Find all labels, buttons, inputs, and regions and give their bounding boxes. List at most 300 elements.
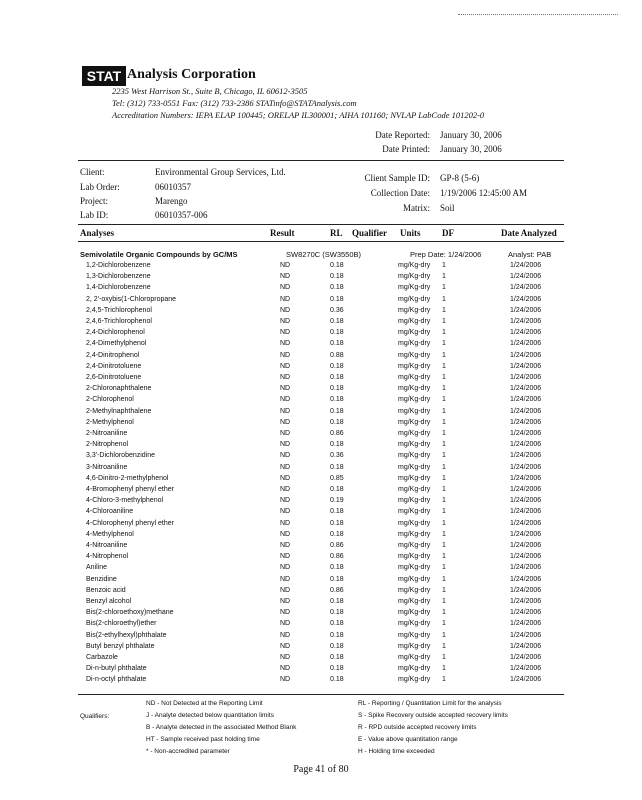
table-row (0, 452, 642, 464)
result-value: ND (280, 530, 291, 538)
date-analyzed-value: 1/24/2006 (510, 486, 542, 493)
qualifier-r: R - RPD outside accepted recovery limits (358, 724, 477, 731)
result-value: ND (280, 676, 291, 684)
date-analyzed-value: 1/24/2006 (510, 586, 542, 594)
units-value: mg/Kg-dry (398, 542, 431, 549)
company-name: Analysis Corporation (127, 67, 256, 82)
table-row (0, 340, 642, 352)
section-analyst: Analyst: PAB (508, 250, 552, 259)
units-value: mg/Kg-dry (398, 642, 431, 650)
units-value: mg/Kg-dry (398, 295, 431, 303)
analyte-name: 4-Methylphenol (86, 530, 134, 538)
result-value: ND (280, 441, 291, 449)
table-row (0, 352, 642, 364)
units-value: mg/Kg-dry (398, 519, 431, 527)
company-contact: Tel: (312) 733-0551 Fax: (312) 733-2386 STATinfo@STATAnalysis.com (112, 98, 357, 108)
df-value: 1 (442, 486, 446, 493)
qualifier-b: B - Analyte detected in the associated Method Blank (146, 724, 297, 731)
date-analyzed-value: 1/24/2006 (510, 542, 542, 549)
table-row (0, 307, 642, 319)
result-value: ND (280, 642, 291, 650)
table-row (0, 385, 642, 397)
date-analyzed-value: 1/24/2006 (510, 631, 542, 639)
rl-value: 0.36 (330, 306, 344, 314)
date-reported-value: January 30, 2006 (440, 130, 502, 140)
result-value: ND (280, 665, 291, 673)
company-address: 2235 West Harrison St., Suite B, Chicago, IL 60612-3505 (112, 86, 308, 96)
analyte-name: Bis(2-ethylhexyl)phthalate (86, 631, 167, 639)
table-row (0, 508, 642, 520)
accreditation-numbers: Accreditation Numbers: IEPA ELAP 100445; ORELAP IL300001; AIHA 101160; NVLAP LabCode 101202-0 (112, 110, 485, 120)
date-analyzed-value: 1/24/2006 (510, 665, 542, 673)
analyte-name: 4-Chloro-3-methylphenol (86, 497, 164, 505)
df-value: 1 (442, 519, 446, 527)
qualifier-h: H - Holding time exceeded (358, 748, 435, 755)
rl-value: 0.18 (330, 642, 344, 650)
table-row (0, 643, 642, 655)
df-value: 1 (442, 474, 446, 482)
date-printed-label: Date Printed: (382, 144, 430, 154)
analyte-name: 2,4-Dichlorophenol (86, 329, 145, 337)
df-value: 1 (442, 676, 446, 684)
section-title: Semivolatile Organic Compounds by GC/MS (80, 250, 238, 259)
table-row (0, 408, 642, 420)
df-value: 1 (442, 374, 446, 381)
df-value: 1 (442, 497, 446, 505)
date-analyzed-value: 1/24/2006 (510, 497, 542, 505)
units-value: mg/Kg-dry (398, 441, 431, 449)
rl-value: 0.86 (330, 586, 344, 594)
result-value: ND (280, 564, 291, 572)
table-row (0, 318, 642, 330)
table-row (0, 598, 642, 610)
df-value: 1 (442, 609, 446, 617)
rl-value: 0.18 (330, 441, 344, 449)
df-value: 1 (442, 273, 446, 281)
project-value: Marengo (155, 196, 188, 206)
df-value: 1 (442, 542, 446, 549)
df-value: 1 (442, 306, 446, 314)
date-analyzed-value: 1/24/2006 (510, 620, 542, 628)
rl-value: 0.18 (330, 284, 344, 292)
result-value: ND (280, 262, 291, 269)
result-value: ND (280, 374, 291, 381)
rl-value: 0.18 (330, 295, 344, 303)
table-row (0, 396, 642, 408)
rl-value: 0.19 (330, 497, 344, 505)
df-value: 1 (442, 362, 446, 370)
df-value: 1 (442, 385, 446, 393)
qualifier-ht: HT - Sample received past holding time (146, 736, 260, 743)
df-value: 1 (442, 586, 446, 594)
units-value: mg/Kg-dry (398, 575, 431, 583)
table-row (0, 363, 642, 375)
result-value: ND (280, 407, 291, 415)
analyte-name: 2,4,6-Trichlorophenol (86, 318, 152, 325)
units-value: mg/Kg-dry (398, 497, 431, 505)
analyte-name: 4-Nitrophenol (86, 553, 129, 561)
analyte-name: Aniline (86, 564, 108, 572)
page-number: Page 41 of 80 (293, 764, 349, 775)
units-value: mg/Kg-dry (398, 306, 431, 314)
lab-order-label: Lab Order: (80, 182, 120, 192)
table-row (0, 632, 642, 644)
date-analyzed-value: 1/24/2006 (510, 463, 542, 471)
table-row (0, 609, 642, 621)
units-value: mg/Kg-dry (398, 486, 431, 493)
units-value: mg/Kg-dry (398, 374, 431, 381)
date-analyzed-value: 1/24/2006 (510, 418, 542, 426)
rl-value: 0.18 (330, 374, 344, 381)
analyte-name: 2-Nitroaniline (86, 430, 128, 437)
date-analyzed-value: 1/24/2006 (510, 318, 542, 325)
analyte-name: 2,6-Dinitrotoluene (86, 374, 142, 381)
df-value: 1 (442, 284, 446, 292)
date-analyzed-value: 1/24/2006 (510, 306, 542, 314)
rl-value: 0.85 (330, 474, 344, 482)
df-value: 1 (442, 340, 446, 348)
units-value: mg/Kg-dry (398, 284, 431, 292)
col-qualifier: Qualifier (352, 228, 387, 238)
units-value: mg/Kg-dry (398, 385, 431, 393)
units-value: mg/Kg-dry (398, 262, 431, 269)
date-analyzed-value: 1/24/2006 (510, 329, 542, 337)
table-row (0, 441, 642, 453)
result-value: ND (280, 306, 291, 314)
rl-value: 0.18 (330, 530, 344, 538)
divider-table-top (78, 224, 564, 225)
result-value: ND (280, 273, 291, 281)
date-analyzed-value: 1/24/2006 (510, 407, 542, 415)
analyte-name: Butyl benzyl phthalate (86, 642, 155, 650)
table-row (0, 676, 642, 688)
rl-value: 0.18 (330, 598, 344, 605)
rl-value: 0.18 (330, 631, 344, 639)
rl-value: 0.18 (330, 463, 344, 471)
qualifier-j: J - Analyte detected below quantitation limits (146, 712, 274, 719)
rl-value: 0.18 (330, 609, 344, 617)
units-value: mg/Kg-dry (398, 654, 431, 661)
result-value: ND (280, 340, 291, 348)
table-row (0, 587, 642, 599)
result-value: ND (280, 620, 291, 628)
qualifier-star: * - Non-accredited parameter (146, 748, 230, 755)
analyte-name: Di-n-butyl phthalate (86, 665, 147, 673)
result-value: ND (280, 329, 291, 337)
result-value: ND (280, 396, 291, 404)
date-printed-value: January 30, 2006 (440, 144, 502, 154)
analyte-name: 2-Chloronaphthalene (86, 385, 152, 393)
analyte-name: 1,3-Dichlorobenzene (86, 273, 151, 281)
rl-value: 0.18 (330, 362, 344, 370)
result-value: ND (280, 385, 291, 393)
date-analyzed-value: 1/24/2006 (510, 508, 542, 516)
analyte-name: 2-Chlorophenol (86, 396, 134, 404)
matrix-value: Soil (440, 203, 455, 213)
table-row (0, 531, 642, 543)
date-analyzed-value: 1/24/2006 (510, 362, 542, 370)
result-value: ND (280, 486, 291, 493)
collection-date-label: Collection Date: (370, 188, 430, 198)
units-value: mg/Kg-dry (398, 362, 431, 370)
date-analyzed-value: 1/24/2006 (510, 519, 542, 527)
qualifier-s: S - Spike Recovery outside accepted recovery limits (358, 712, 508, 719)
result-value: ND (280, 519, 291, 527)
client-value: Environmental Group Services, Ltd. (155, 167, 286, 177)
units-value: mg/Kg-dry (398, 351, 431, 359)
matrix-label: Matrix: (403, 203, 430, 213)
stat-logo: STAT (82, 66, 126, 86)
rl-value: 0.18 (330, 318, 344, 325)
result-value: ND (280, 430, 291, 437)
units-value: mg/Kg-dry (398, 329, 431, 337)
col-date-analyzed: Date Analyzed (501, 228, 557, 238)
table-row (0, 553, 642, 565)
units-value: mg/Kg-dry (398, 609, 431, 617)
rl-value: 0.18 (330, 564, 344, 572)
df-value: 1 (442, 295, 446, 303)
df-value: 1 (442, 654, 446, 661)
df-value: 1 (442, 508, 446, 516)
result-value: ND (280, 575, 291, 583)
units-value: mg/Kg-dry (398, 676, 431, 684)
analyte-name: 4-Chlorophenyl phenyl ether (86, 519, 174, 527)
table-row (0, 419, 642, 431)
col-rl: RL (330, 228, 343, 238)
rl-value: 0.18 (330, 340, 344, 348)
table-row (0, 464, 642, 476)
df-value: 1 (442, 463, 446, 471)
analyte-name: 2,4-Dimethylphenol (86, 340, 147, 348)
rl-value: 0.18 (330, 519, 344, 527)
scan-artifact-dots (458, 14, 618, 15)
rl-value: 0.88 (330, 351, 344, 359)
date-analyzed-value: 1/24/2006 (510, 385, 542, 393)
table-row (0, 620, 642, 632)
df-value: 1 (442, 452, 446, 460)
date-analyzed-value: 1/24/2006 (510, 654, 542, 661)
date-analyzed-value: 1/24/2006 (510, 295, 542, 303)
result-value: ND (280, 418, 291, 426)
analyte-name: 3,3'-Dichlorobenzidine (86, 452, 156, 460)
analyte-name: 2-Methylnaphthalene (86, 407, 152, 415)
rl-value: 0.18 (330, 575, 344, 583)
analyte-name: 2,4-Dinitrophenol (86, 351, 140, 359)
units-value: mg/Kg-dry (398, 273, 431, 281)
date-analyzed-value: 1/24/2006 (510, 564, 542, 572)
rl-value: 0.18 (330, 665, 344, 673)
df-value: 1 (442, 642, 446, 650)
units-value: mg/Kg-dry (398, 318, 431, 325)
date-analyzed-value: 1/24/2006 (510, 374, 542, 381)
analyte-name: 4,6-Dinitro-2-methylphenol (86, 474, 169, 482)
rl-value: 0.18 (330, 654, 344, 661)
units-value: mg/Kg-dry (398, 508, 431, 516)
table-row (0, 576, 642, 588)
df-value: 1 (442, 631, 446, 639)
analyte-name: 2-Nitrophenol (86, 441, 129, 449)
result-value: ND (280, 609, 291, 617)
units-value: mg/Kg-dry (398, 396, 431, 404)
table-row (0, 374, 642, 386)
lab-id-value: 06010357-006 (155, 210, 208, 220)
units-value: mg/Kg-dry (398, 340, 431, 348)
result-value: ND (280, 362, 291, 370)
analyte-name: 4-Chloroaniline (86, 508, 134, 516)
units-value: mg/Kg-dry (398, 598, 431, 605)
df-value: 1 (442, 620, 446, 628)
rl-value: 0.18 (330, 385, 344, 393)
analyte-name: 1,4-Dichlorobenzene (86, 284, 151, 292)
units-value: mg/Kg-dry (398, 665, 431, 673)
rl-value: 0.18 (330, 620, 344, 628)
df-value: 1 (442, 598, 446, 605)
date-analyzed-value: 1/24/2006 (510, 262, 542, 269)
rl-value: 0.18 (330, 273, 344, 281)
rl-value: 0.36 (330, 452, 344, 460)
df-value: 1 (442, 553, 446, 561)
qualifiers-label: Qualifiers: (80, 713, 110, 720)
table-row (0, 430, 642, 442)
sample-id-value: GP-8 (5-6) (440, 173, 480, 183)
table-row (0, 284, 642, 296)
table-row (0, 520, 642, 532)
df-value: 1 (442, 262, 446, 269)
units-value: mg/Kg-dry (398, 474, 431, 482)
divider-header-bottom (78, 241, 564, 242)
units-value: mg/Kg-dry (398, 620, 431, 628)
date-analyzed-value: 1/24/2006 (510, 598, 542, 605)
date-analyzed-value: 1/24/2006 (510, 430, 542, 437)
lab-order-value: 06010357 (155, 182, 191, 192)
analyte-name: 2,4,5-Trichlorophenol (86, 306, 152, 314)
df-value: 1 (442, 329, 446, 337)
result-value: ND (280, 631, 291, 639)
result-value: ND (280, 654, 291, 661)
date-analyzed-value: 1/24/2006 (510, 452, 542, 460)
result-value: ND (280, 463, 291, 471)
analyte-name: Carbazole (86, 654, 118, 661)
units-value: mg/Kg-dry (398, 452, 431, 460)
analyte-name: 4-Nitroaniline (86, 542, 128, 549)
result-value: ND (280, 284, 291, 292)
client-label: Client: (80, 167, 105, 177)
rl-value: 0.18 (330, 396, 344, 404)
df-value: 1 (442, 530, 446, 538)
analyte-name: 2,4-Dinitrotoluene (86, 362, 142, 370)
df-value: 1 (442, 564, 446, 572)
rl-value: 0.18 (330, 418, 344, 426)
date-analyzed-value: 1/24/2006 (510, 575, 542, 583)
col-analyses: Analyses (80, 228, 115, 238)
table-row (0, 564, 642, 576)
rl-value: 0.86 (330, 542, 344, 549)
rl-value: 0.18 (330, 329, 344, 337)
analyte-name: Benzyl alcohol (86, 598, 132, 605)
df-value: 1 (442, 418, 446, 426)
section-method: SW8270C (SW3550B) (286, 250, 362, 259)
col-result: Result (270, 228, 295, 238)
date-analyzed-value: 1/24/2006 (510, 284, 542, 292)
analyte-name: Bis(2-chloroethoxy)methane (86, 609, 174, 617)
rl-value: 0.86 (330, 553, 344, 561)
result-value: ND (280, 553, 291, 561)
sample-id-label: Client Sample ID: (364, 173, 430, 183)
section-prep-date: Prep Date: 1/24/2006 (410, 250, 482, 259)
result-value: ND (280, 508, 291, 516)
qualifier-rl: RL - Reporting / Quantitation Limit for the analysis (358, 700, 502, 707)
analyte-name: Bis(2-chloroethyl)ether (86, 620, 157, 628)
df-value: 1 (442, 318, 446, 325)
collection-date-value: 1/19/2006 12:45:00 AM (440, 188, 528, 198)
table-row (0, 329, 642, 341)
rl-value: 0.18 (330, 676, 344, 684)
df-value: 1 (442, 351, 446, 359)
analyte-name: Benzidine (86, 575, 117, 583)
df-value: 1 (442, 407, 446, 415)
units-value: mg/Kg-dry (398, 407, 431, 415)
date-analyzed-value: 1/24/2006 (510, 474, 542, 482)
rl-value: 0.86 (330, 430, 344, 437)
table-row (0, 486, 642, 498)
table-row (0, 542, 642, 554)
date-analyzed-value: 1/24/2006 (510, 676, 542, 684)
date-analyzed-value: 1/24/2006 (510, 273, 542, 281)
units-value: mg/Kg-dry (398, 530, 431, 538)
date-analyzed-value: 1/24/2006 (510, 553, 542, 561)
result-value: ND (280, 351, 291, 359)
units-value: mg/Kg-dry (398, 564, 431, 572)
date-analyzed-value: 1/24/2006 (510, 396, 542, 404)
date-analyzed-value: 1/24/2006 (510, 609, 542, 617)
analyte-name: Benzoic acid (86, 586, 126, 594)
date-analyzed-value: 1/24/2006 (510, 351, 542, 359)
units-value: mg/Kg-dry (398, 463, 431, 471)
rl-value: 0.18 (330, 262, 344, 269)
lab-id-label: Lab ID: (80, 210, 109, 220)
analyte-name: 2-Methylphenol (86, 418, 134, 426)
result-value: ND (280, 598, 291, 605)
analyte-name: Di-n-octyl phthalate (86, 676, 147, 684)
result-value: ND (280, 542, 291, 549)
analyte-name: 4-Bromophenyl phenyl ether (86, 486, 174, 493)
date-analyzed-value: 1/24/2006 (510, 642, 542, 650)
qualifier-e: E - Value above quantitation range (358, 736, 458, 743)
df-value: 1 (442, 441, 446, 449)
table-row (0, 262, 642, 274)
units-value: mg/Kg-dry (398, 430, 431, 437)
units-value: mg/Kg-dry (398, 418, 431, 426)
result-value: ND (280, 452, 291, 460)
divider-footer (78, 694, 564, 695)
divider-top (78, 160, 564, 161)
project-label: Project: (80, 196, 108, 206)
df-value: 1 (442, 430, 446, 437)
result-value: ND (280, 586, 291, 594)
df-value: 1 (442, 665, 446, 673)
col-units: Units (400, 228, 421, 238)
col-df: DF (442, 228, 454, 238)
analyte-name: 2, 2'-oxybis(1-Chloropropane (86, 295, 177, 303)
qualifier-nd: ND - Not Detected at the Reporting Limit (146, 700, 263, 707)
result-value: ND (280, 318, 291, 325)
rl-value: 0.18 (330, 486, 344, 493)
units-value: mg/Kg-dry (398, 631, 431, 639)
date-analyzed-value: 1/24/2006 (510, 441, 542, 449)
date-reported-label: Date Reported: (375, 130, 430, 140)
units-value: mg/Kg-dry (398, 586, 431, 594)
analyte-name: 1,2-Dichlorobenzene (86, 262, 151, 269)
